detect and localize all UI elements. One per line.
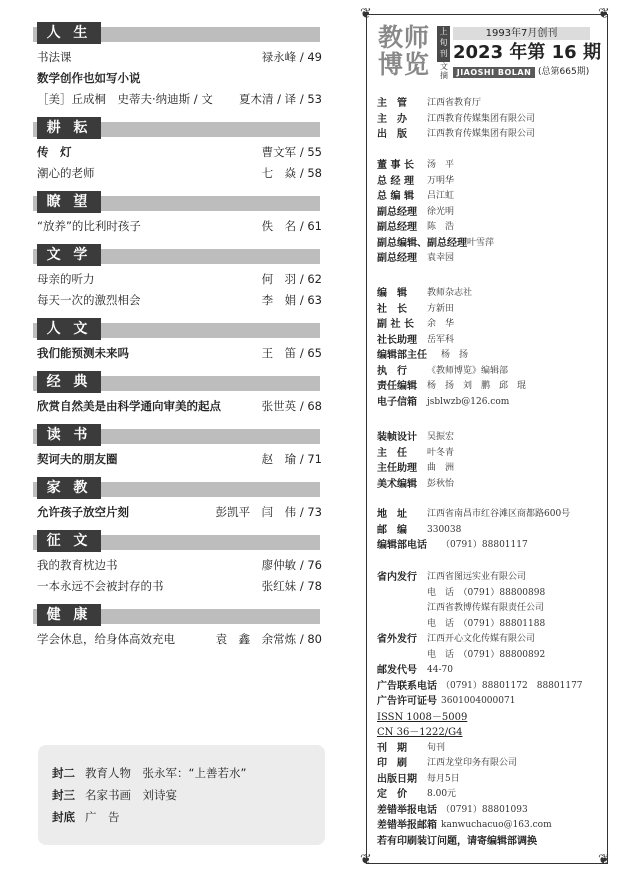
colophon-value: 江西省教博传媒有限责任公司 <box>427 603 545 613</box>
colophon-row <box>377 236 494 252</box>
colophon-key: 编辑部电话 <box>377 540 427 551</box>
colophon-row <box>377 174 494 190</box>
edition-box: 上旬刊 <box>437 26 450 62</box>
colophon-key: 副 社 长 <box>377 319 414 330</box>
colophon-row <box>377 710 583 726</box>
colophon-value: （0791）88801093 <box>441 804 528 815</box>
toc-entry[interactable] <box>33 142 328 163</box>
article-author-page: 禄永峰 / 49 <box>261 50 322 64</box>
colophon-value: 江西教育传媒集团有限公司 <box>427 113 536 124</box>
toc-entry[interactable] <box>33 396 328 417</box>
colophon-key: 社长助理 <box>377 334 417 346</box>
article-title: 欣赏自然美是由科学通向审美的起点 <box>37 399 221 413</box>
magazine-logo: 教师博览 <box>378 23 431 79</box>
toc-entry[interactable] <box>33 502 328 523</box>
colophon-value: 8.00元 <box>427 789 457 799</box>
colophon-key: 广告许可证号 <box>377 696 437 707</box>
toc-entry[interactable] <box>33 576 328 597</box>
colophon-key: 董 事 长 <box>377 160 414 171</box>
article-title: 每天一次的激烈相会 <box>37 293 141 307</box>
colophon-key: 编辑部主任 <box>377 350 427 361</box>
colophon-row <box>377 348 526 364</box>
colophon-value: 电 话 （0791）88800892 <box>427 649 546 660</box>
article-author-page: 曹文军 / 55 <box>261 145 322 159</box>
colophon-key: 电子信箱 <box>377 396 417 408</box>
issue-number: 2023 年第 16 期 <box>453 42 601 63</box>
article-title: 数学创作也如写小说 <box>37 71 141 85</box>
colophon-value: 江西省图远实业有限公司 <box>427 572 527 582</box>
article-title: 一本永远不会被封存的书 <box>37 579 164 593</box>
article-author-page: 夏木清 / 译 / 53 <box>238 92 322 106</box>
section-title: 经 典 <box>37 371 101 393</box>
magazine-pinyin: JIAOSHI BOLAN <box>453 67 535 78</box>
colophon-value: 陈 浩 <box>427 222 455 232</box>
colophon-key: 差错举报电话 <box>377 804 437 816</box>
article-title: 允许孩子放空片刻 <box>37 505 129 519</box>
founded-date: 1993年7月创刊 <box>453 27 590 40</box>
colophon-value: 江西开心文化传媒有限公司 <box>427 634 536 644</box>
total-issue-count: (总第665期) <box>538 67 590 77</box>
cover-text: 名家书画 刘诗宴 <box>85 788 177 802</box>
article-title: 契诃夫的朋友圈 <box>37 452 118 466</box>
colophon-row <box>377 632 583 648</box>
colophon-value: 杨 扬 刘 鹏 邱 琨 <box>427 381 527 391</box>
colophon-key: 社 长 <box>377 303 407 315</box>
colophon-key: 地 址 <box>377 509 407 520</box>
colophon-row <box>377 395 526 411</box>
colophon-key: 美术编辑 <box>377 478 417 490</box>
colophon-value: 江西省教育厅 <box>427 98 482 108</box>
colophon-row <box>377 507 570 523</box>
article-title: 我们能预测未来吗 <box>37 346 129 360</box>
toc-entry[interactable] <box>33 343 328 364</box>
colophon-value: 岳军科 <box>427 334 455 345</box>
colophon-row <box>377 461 454 477</box>
colophon-key: 出版日期 <box>377 773 417 785</box>
colophon-key: CN 36－1222/G4 <box>377 727 463 738</box>
colophon-row <box>377 251 494 267</box>
colophon-key: 总 编 辑 <box>377 191 414 202</box>
colophon-row <box>377 220 494 236</box>
colophon-group <box>377 158 494 267</box>
colophon-row <box>377 538 570 554</box>
colophon-value: 吴振宏 <box>427 432 455 442</box>
colophon-value[interactable]: kanwuchacuo@163.com <box>441 820 552 830</box>
colophon-group <box>377 96 535 143</box>
section-title: 文 学 <box>37 244 101 266</box>
colophon-key <box>377 601 427 617</box>
colophon-value: 方新田 <box>427 303 455 314</box>
colophon-row <box>377 364 526 380</box>
section-title: 家 教 <box>37 477 101 499</box>
colophon-row <box>377 725 583 741</box>
toc-entry[interactable] <box>33 68 328 89</box>
colophon-value: 万明华 <box>427 175 455 186</box>
colophon-row <box>377 302 526 318</box>
table-of-contents <box>33 22 328 650</box>
section-header <box>33 604 328 626</box>
colophon-value[interactable]: jsblwzb@126.com <box>427 396 510 407</box>
colophon-key: 主 办 <box>377 113 407 125</box>
colophon-value: 彭秋怡 <box>427 478 455 489</box>
colophon-value: 叶雪萍 <box>467 237 495 248</box>
colophon-value: 电 话 （0791）88801188 <box>427 618 546 629</box>
article-title: 潮心的老师 <box>37 166 95 180</box>
colophon-value: 汤 平 <box>427 160 455 170</box>
section-header <box>33 530 328 552</box>
colophon-value: （0791）88801117 <box>441 540 528 550</box>
article-author-page: 王 笛 / 65 <box>261 346 322 360</box>
colophon-value: 袁幸园 <box>427 253 455 263</box>
cover-label: 封底 <box>52 810 75 824</box>
colophon-value: （0791）88801172 88801177 <box>441 680 583 691</box>
colophon-key: 总 经 理 <box>377 175 414 187</box>
colophon-value: 吕江虹 <box>427 191 455 201</box>
colophon-value: 徐光明 <box>427 206 455 217</box>
section-entries <box>33 266 328 311</box>
colophon-row <box>377 317 526 333</box>
colophon-group <box>377 570 583 849</box>
section-title: 征 文 <box>37 530 101 552</box>
colophon-key: 若有印刷装订问题，请寄编辑部调换 <box>377 835 537 847</box>
frame-corner-ornament: ❦ <box>360 6 372 22</box>
colophon-row <box>377 446 454 462</box>
colophon-key: 邮发代号 <box>377 665 417 676</box>
cover-label: 封三 <box>52 788 75 802</box>
article-author-page: 七 焱 / 58 <box>261 166 322 180</box>
colophon-key: 副总编辑、副总经理 <box>377 237 467 249</box>
colophon-row <box>377 818 583 834</box>
toc-entry[interactable] <box>33 216 328 237</box>
article-author-page: 彭凯平 闫 伟 / 73 <box>215 505 322 519</box>
article-author-page: 袁 鑫 余常炼 / 80 <box>215 632 322 646</box>
colophon-value: 江西教育传媒集团有限公司 <box>427 129 536 139</box>
cover-text: 教育人物 张永军：“上善若水” <box>85 766 247 780</box>
section-title: 读 书 <box>37 424 101 446</box>
colophon-key: 副总经理 <box>377 206 417 218</box>
colophon-group <box>377 507 570 554</box>
colophon-row <box>377 787 583 803</box>
colophon-key: 副总经理 <box>377 222 417 233</box>
colophon-key: 执 行 <box>377 365 407 377</box>
cover-note <box>52 765 246 781</box>
colophon-row <box>377 617 583 633</box>
colophon-key: 差错举报邮箱 <box>377 820 437 831</box>
colophon-value: 3601004000071 <box>441 696 516 706</box>
colophon-key: 主 任 <box>377 447 407 459</box>
colophon-value: 旬刊 <box>427 742 446 753</box>
section-header <box>33 117 328 139</box>
colophon-value: 电 话 （0791）88800898 <box>427 587 546 598</box>
colophon-key: 印 刷 <box>377 758 407 769</box>
colophon-row <box>377 523 570 539</box>
colophon-key: 广告联系电话 <box>377 680 437 692</box>
colophon-row <box>377 803 583 819</box>
section-entries <box>33 139 328 184</box>
article-author-page: 廖仲敏 / 76 <box>261 558 322 572</box>
colophon-key <box>377 586 427 602</box>
colophon-value: 叶冬青 <box>427 447 455 458</box>
colophon-row <box>377 601 583 617</box>
article-author-page: 何 羽 / 62 <box>261 272 322 286</box>
colophon-group <box>377 430 454 492</box>
article-title: 学会休息，给身体高效充电 <box>37 632 175 646</box>
section-title: 健 康 <box>37 604 101 626</box>
colophon-key: 出 版 <box>377 129 407 140</box>
colophon-row <box>377 772 583 788</box>
section-header <box>33 477 328 499</box>
section-header <box>33 371 328 393</box>
colophon-value: 44-70 <box>427 665 453 675</box>
colophon-key: 省外发行 <box>377 634 417 645</box>
colophon-row <box>377 189 494 205</box>
article-title: “放养”的比利时孩子 <box>37 219 141 233</box>
colophon-value: 杨 扬 <box>441 350 469 360</box>
colophon-row <box>377 586 583 602</box>
colophon-row <box>377 127 535 143</box>
toc-entry[interactable] <box>33 449 328 470</box>
toc-entry[interactable] <box>33 269 328 290</box>
section-entries <box>33 340 328 364</box>
article-title: 传 灯 <box>37 145 72 159</box>
section-entries <box>33 552 328 597</box>
section-entries <box>33 446 328 470</box>
colophon-key: 副总经理 <box>377 253 417 264</box>
article-author-page: 张世英 / 68 <box>261 399 322 413</box>
colophon-key <box>377 648 427 664</box>
section-entries <box>33 393 328 417</box>
section-header <box>33 318 328 340</box>
colophon-key: 定 价 <box>377 789 407 800</box>
section-entries <box>33 213 328 237</box>
section-entries <box>33 44 328 110</box>
colophon-group <box>377 286 526 410</box>
colophon-key: 刊 期 <box>377 742 407 754</box>
colophon-key: 责任编辑 <box>377 381 417 392</box>
colophon-value: 教师杂志社 <box>427 288 473 298</box>
colophon-key: 编 辑 <box>377 288 407 299</box>
colophon-row <box>377 430 454 446</box>
colophon-key: 主任助理 <box>377 463 417 474</box>
colophon-key: 装帧设计 <box>377 432 417 443</box>
cover-label: 封二 <box>52 766 75 780</box>
colophon-key: 主 管 <box>377 98 407 109</box>
frame-corner-ornament: ❦ <box>598 6 610 22</box>
toc-entry[interactable] <box>33 555 328 576</box>
article-author-page: 赵 瑜 / 71 <box>261 452 322 466</box>
colophon-row <box>377 648 583 664</box>
colophon-key <box>377 617 427 633</box>
section-header <box>33 424 328 446</box>
toc-entry[interactable] <box>33 163 328 184</box>
colophon-value: 每月5日 <box>427 773 460 784</box>
article-title: 书法课 <box>37 50 72 64</box>
edition-sub: 文摘 <box>440 62 448 80</box>
colophon-value: 江西龙堂印务有限公司 <box>427 758 518 768</box>
colophon-row <box>377 756 583 772</box>
frame-corner-ornament: ❦ <box>598 852 610 868</box>
toc-entry[interactable] <box>33 629 328 650</box>
article-title: ［美］丘成桐 史蒂夫·纳迪斯 / 文 <box>37 92 213 106</box>
section-entries <box>33 499 328 523</box>
section-header <box>33 191 328 213</box>
colophon-value: 330038 <box>427 524 462 535</box>
colophon-row <box>377 477 454 493</box>
section-title: 人 生 <box>37 22 101 44</box>
colophon-key: 省内发行 <box>377 572 417 583</box>
colophon-value: 《教师博览》编辑部 <box>427 365 509 376</box>
colophon-key: ISSN 1008－5009 <box>377 711 468 723</box>
toc-entry[interactable] <box>33 47 328 68</box>
colophon-row <box>377 679 583 695</box>
section-title: 瞭 望 <box>37 191 101 213</box>
cover-notes <box>38 745 325 845</box>
colophon-row <box>377 834 583 850</box>
section-entries <box>33 626 328 650</box>
colophon-row <box>377 96 535 112</box>
colophon-row <box>377 379 526 395</box>
article-title: 我的教育枕边书 <box>37 558 118 572</box>
cover-note <box>52 809 120 825</box>
colophon-row <box>377 741 583 757</box>
colophon-key: 邮 编 <box>377 524 407 536</box>
article-author-page: 李 娟 / 63 <box>261 293 322 307</box>
colophon-value: 曲 洲 <box>427 463 455 473</box>
section-title: 人 文 <box>37 318 101 340</box>
colophon-row <box>377 570 583 586</box>
cover-note <box>52 787 177 803</box>
cover-text: 广 告 <box>85 810 120 824</box>
colophon-row <box>377 333 526 349</box>
article-title: 母亲的听力 <box>37 272 95 286</box>
frame-corner-ornament: ❦ <box>360 852 372 868</box>
toc-entry[interactable] <box>33 290 328 311</box>
colophon-row <box>377 663 583 679</box>
section-header <box>33 244 328 266</box>
colophon-row <box>377 286 526 302</box>
article-author-page: 张红妹 / 78 <box>261 579 322 593</box>
article-author-page: 佚 名 / 61 <box>261 219 322 233</box>
colophon-row <box>377 112 535 128</box>
colophon-value: 余 华 <box>427 319 455 329</box>
section-header <box>33 22 328 44</box>
section-title: 耕 耘 <box>37 117 101 139</box>
colophon-row <box>377 205 494 221</box>
toc-entry[interactable] <box>33 89 328 110</box>
colophon-value: 江西省南昌市红谷滩区商都路600号 <box>427 509 571 519</box>
colophon-row <box>377 694 583 710</box>
colophon-row <box>377 158 494 174</box>
